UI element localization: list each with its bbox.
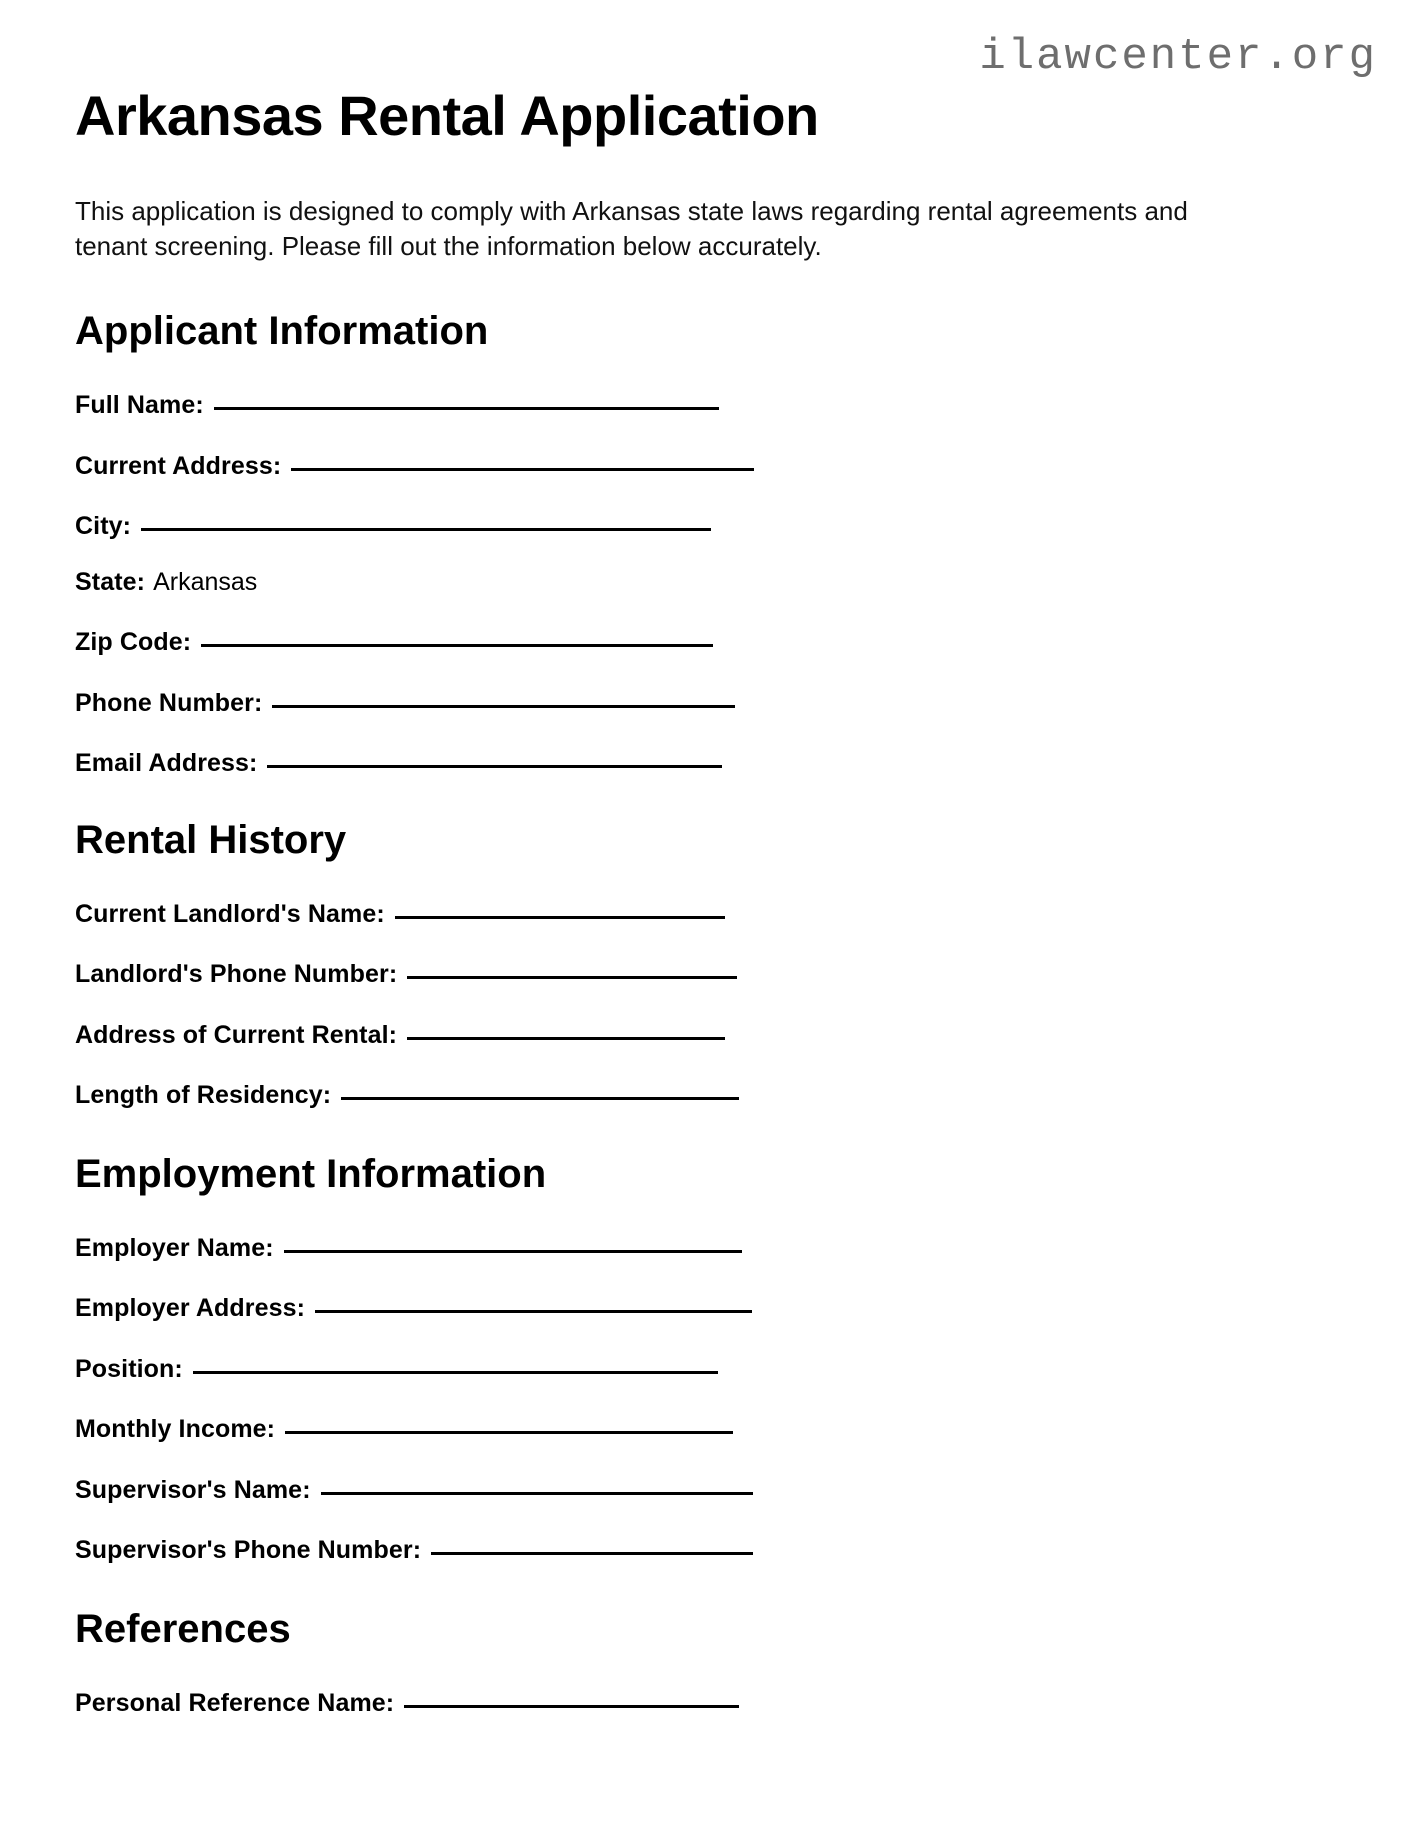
field-row <box>75 956 1345 989</box>
section-heading-references: References <box>75 1606 291 1651</box>
field-row <box>75 387 1345 420</box>
section-references <box>75 1607 1345 1718</box>
intro-paragraph: This application is designed to comply with Arkansas state laws regarding rental agreements and tenant screening. Please fill out the information below accurately. <box>75 196 1188 261</box>
field-row <box>75 448 1345 481</box>
section-heading-rental-history: Rental History <box>75 817 347 862</box>
field-input-line-email-address[interactable] <box>267 745 722 768</box>
field-row <box>75 508 1345 541</box>
field-label-full-name: Full Name: <box>75 391 204 420</box>
field-row <box>75 745 1345 778</box>
field-input-line-employer-name[interactable] <box>284 1230 742 1253</box>
section-heading-employment-information: Employment Information <box>75 1151 547 1196</box>
field-input-line-position[interactable] <box>193 1351 718 1374</box>
section-rental-history <box>75 818 1345 1110</box>
field-list <box>75 387 1345 778</box>
field-row <box>75 624 1345 657</box>
field-label-position: Position: <box>75 1354 183 1383</box>
field-list <box>75 896 1345 1110</box>
field-input-line-current-landlord-s-name[interactable] <box>395 896 725 919</box>
section-heading-applicant-information: Applicant Information <box>75 309 489 354</box>
field-row <box>75 1077 1345 1110</box>
field-input-line-full-name[interactable] <box>214 387 719 410</box>
field-label-length-of-residency: Length of Residency: <box>75 1081 332 1110</box>
field-label-email-address: Email Address: <box>75 749 258 778</box>
field-label-current-landlord-s-name: Current Landlord's Name: <box>75 899 385 928</box>
field-label-zip-code: Zip Code: <box>75 628 192 657</box>
sections-container <box>75 309 1345 1717</box>
field-row <box>75 685 1345 718</box>
page-title: Arkansas Rental Application <box>75 84 819 147</box>
field-input-line-landlord-s-phone-number[interactable] <box>407 956 737 979</box>
field-label-address-of-current-rental: Address of Current Rental: <box>75 1020 398 1049</box>
field-label-employer-name: Employer Name: <box>75 1233 274 1262</box>
field-label-current-address: Current Address: <box>75 451 282 480</box>
field-row <box>75 1230 1345 1263</box>
field-row <box>75 569 1345 597</box>
field-input-line-supervisor-s-phone-number[interactable] <box>431 1532 753 1555</box>
field-row <box>75 1685 1345 1718</box>
document-content <box>75 0 1345 1717</box>
field-input-line-personal-reference-name[interactable] <box>404 1685 739 1708</box>
field-list <box>75 1230 1345 1565</box>
field-label-supervisor-s-name: Supervisor's Name: <box>75 1475 311 1504</box>
field-label-phone-number: Phone Number: <box>75 688 263 717</box>
field-row <box>75 1532 1345 1565</box>
field-list <box>75 1685 1345 1718</box>
field-input-line-phone-number[interactable] <box>272 685 735 708</box>
field-row <box>75 1290 1345 1323</box>
field-row <box>75 1411 1345 1444</box>
site-watermark: ilawcenter.org <box>979 32 1377 82</box>
field-input-line-length-of-residency[interactable] <box>341 1077 739 1100</box>
field-label-city: City: <box>75 512 132 541</box>
field-row <box>75 1351 1345 1384</box>
field-label-landlord-s-phone-number: Landlord's Phone Number: <box>75 960 398 989</box>
field-input-line-city[interactable] <box>141 508 711 531</box>
field-input-line-current-address[interactable] <box>291 448 754 471</box>
field-row <box>75 896 1345 929</box>
field-label-employer-address: Employer Address: <box>75 1294 306 1323</box>
field-input-line-zip-code[interactable] <box>201 624 713 647</box>
field-label-supervisor-s-phone-number: Supervisor's Phone Number: <box>75 1536 422 1565</box>
field-label-personal-reference-name: Personal Reference Name: <box>75 1688 395 1717</box>
field-row <box>75 1017 1345 1050</box>
section-applicant-information <box>75 309 1345 778</box>
field-label-state: State: <box>75 567 146 596</box>
field-input-line-employer-address[interactable] <box>315 1290 752 1313</box>
field-row <box>75 1472 1345 1505</box>
field-input-line-address-of-current-rental[interactable] <box>407 1017 725 1040</box>
field-value-state: Arkansas <box>153 567 258 596</box>
section-employment-information <box>75 1152 1345 1565</box>
field-input-line-supervisor-s-name[interactable] <box>321 1472 753 1495</box>
field-input-line-monthly-income[interactable] <box>285 1411 733 1434</box>
field-label-monthly-income: Monthly Income: <box>75 1415 276 1444</box>
